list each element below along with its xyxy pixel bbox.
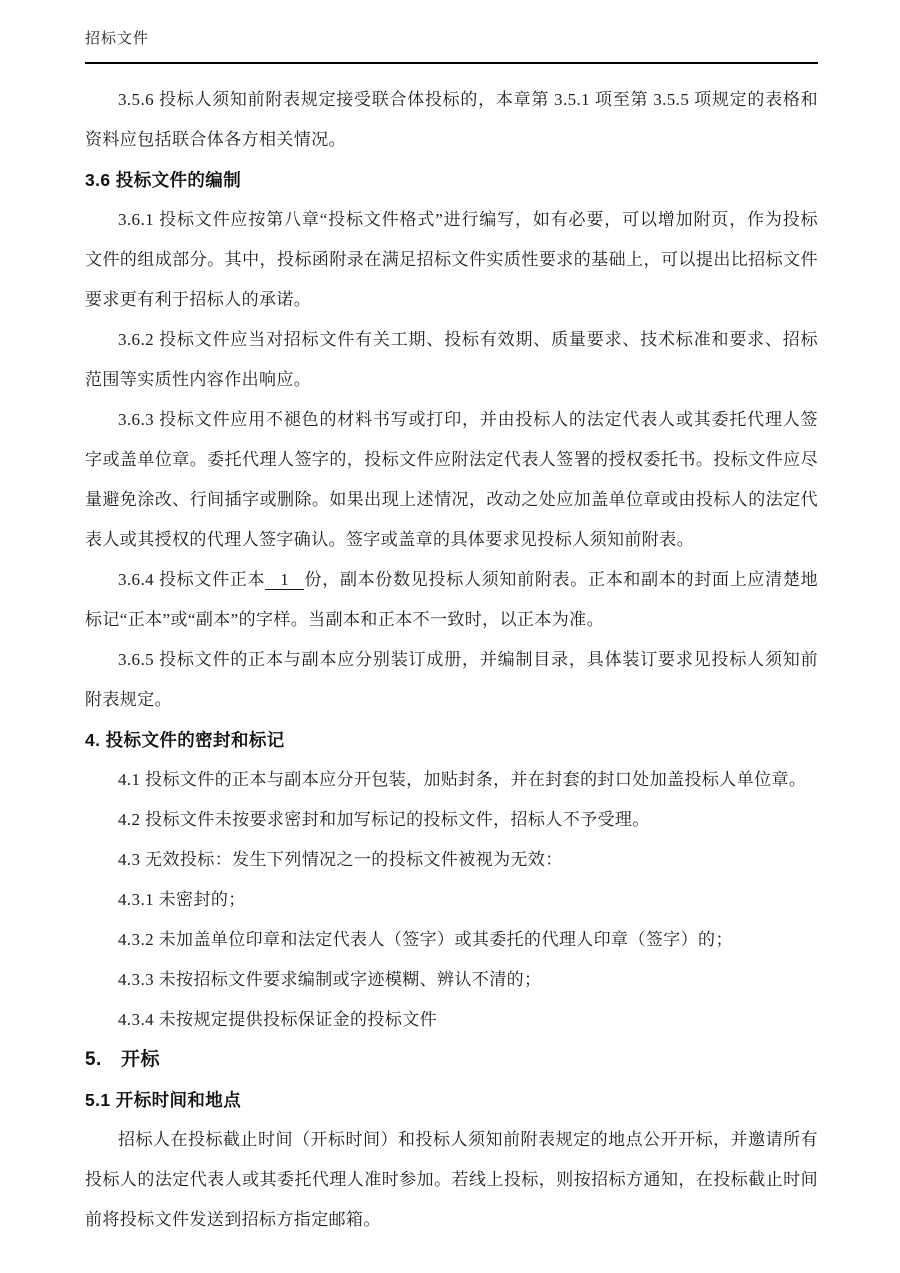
paragraph-4-3-4: 4.3.4 未按规定提供投标保证金的投标文件: [118, 1010, 438, 1029]
heading-5: 5. 开标: [85, 1049, 160, 1070]
paragraph-3-6-4-suffix: 份，副本份数见投标人须知前附表。正本和副本的封面上应清楚地标记“正本”或“副本”的字样。当副本和正本不一致时，以正本为准。: [85, 570, 818, 629]
paragraph-3-6-3: 3.6.3 投标文件应用不褪色的材料书写或打印，并由投标人的法定代表人或其委托代理人签字或盖单位章。委托代理人签字的，投标文件应附法定代表人签署的授权委托书。投标文件应尽量避免涂改、行间插字或删除。如果出现上述情况，改动之处应加盖单位章或由投标人的法定代表人或其授权的代理人签字确认。签字或盖章的具体要求见投标人须知前附表。: [85, 410, 818, 549]
heading-4: 4. 投标文件的密封和标记: [85, 730, 285, 750]
paragraph-3-6-5: 3.6.5 投标文件的正本与副本应分别装订成册，并编制目录，具体装订要求见投标人须知前附表规定。: [85, 650, 818, 709]
paragraph-4-3: 4.3 无效投标：发生下列情况之一的投标文件被视为无效：: [118, 850, 563, 869]
header-title: 招标文件: [85, 31, 150, 47]
paragraph-5-1-body: 招标人在投标截止时间（开标时间）和投标人须知前附表规定的地点公开开标，并邀请所有投标人的法定代表人或其委托代理人准时参加。若线上投标，则按招标方通知，在投标截止时间前将投标文件发送到招标方指定邮箱。: [85, 1130, 818, 1229]
paragraph-4-2: 4.2 投标文件未按要求密封和加写标记的投标文件，招标人不予受理。: [118, 810, 650, 829]
paragraph-4-3-2: 4.3.2 未加盖单位印章和法定代表人（签字）或其委托的代理人印章（签字）的；: [118, 930, 733, 949]
paragraph-3-6-2: 3.6.2 投标文件应当对招标文件有关工期、投标有效期、质量要求、技术标准和要求、招标范围等实质性内容作出响应。: [85, 330, 818, 389]
original-copies-blank: 1: [265, 570, 304, 590]
header-rule: [85, 62, 818, 64]
paragraph-4-3-1: 4.3.1 未密封的；: [118, 890, 246, 909]
heading-3-6: 3.6 投标文件的编制: [85, 170, 242, 190]
paragraph-3-6-4-prefix: 3.6.4 投标文件正本: [118, 570, 266, 589]
paragraph-3-6-4: [85, 560, 818, 640]
document-content: [85, 80, 818, 1240]
paragraph-3-5-6: 3.5.6 投标人须知前附表规定接受联合体投标的，本章第 3.5.1 项至第 3.5.5 项规定的表格和资料应包括联合体各方相关情况。: [85, 90, 818, 149]
heading-5-1: 5.1 开标时间和地点: [85, 1090, 242, 1110]
paragraph-4-1: 4.1 投标文件的正本与副本应分开包装，加贴封条，并在封套的封口处加盖投标人单位章。: [118, 770, 807, 789]
paragraph-3-6-1: 3.6.1 投标文件应按第八章“投标文件格式”进行编写，如有必要，可以增加附页，作为投标文件的组成部分。其中，投标函附录在满足招标文件实质性要求的基础上，可以提出比招标文件要求更有利于招标人的承诺。: [85, 210, 818, 309]
paragraph-4-3-3: 4.3.3 未按招标文件要求编制或字迹模糊、辨认不清的；: [118, 970, 542, 989]
page-header: [85, 28, 818, 64]
